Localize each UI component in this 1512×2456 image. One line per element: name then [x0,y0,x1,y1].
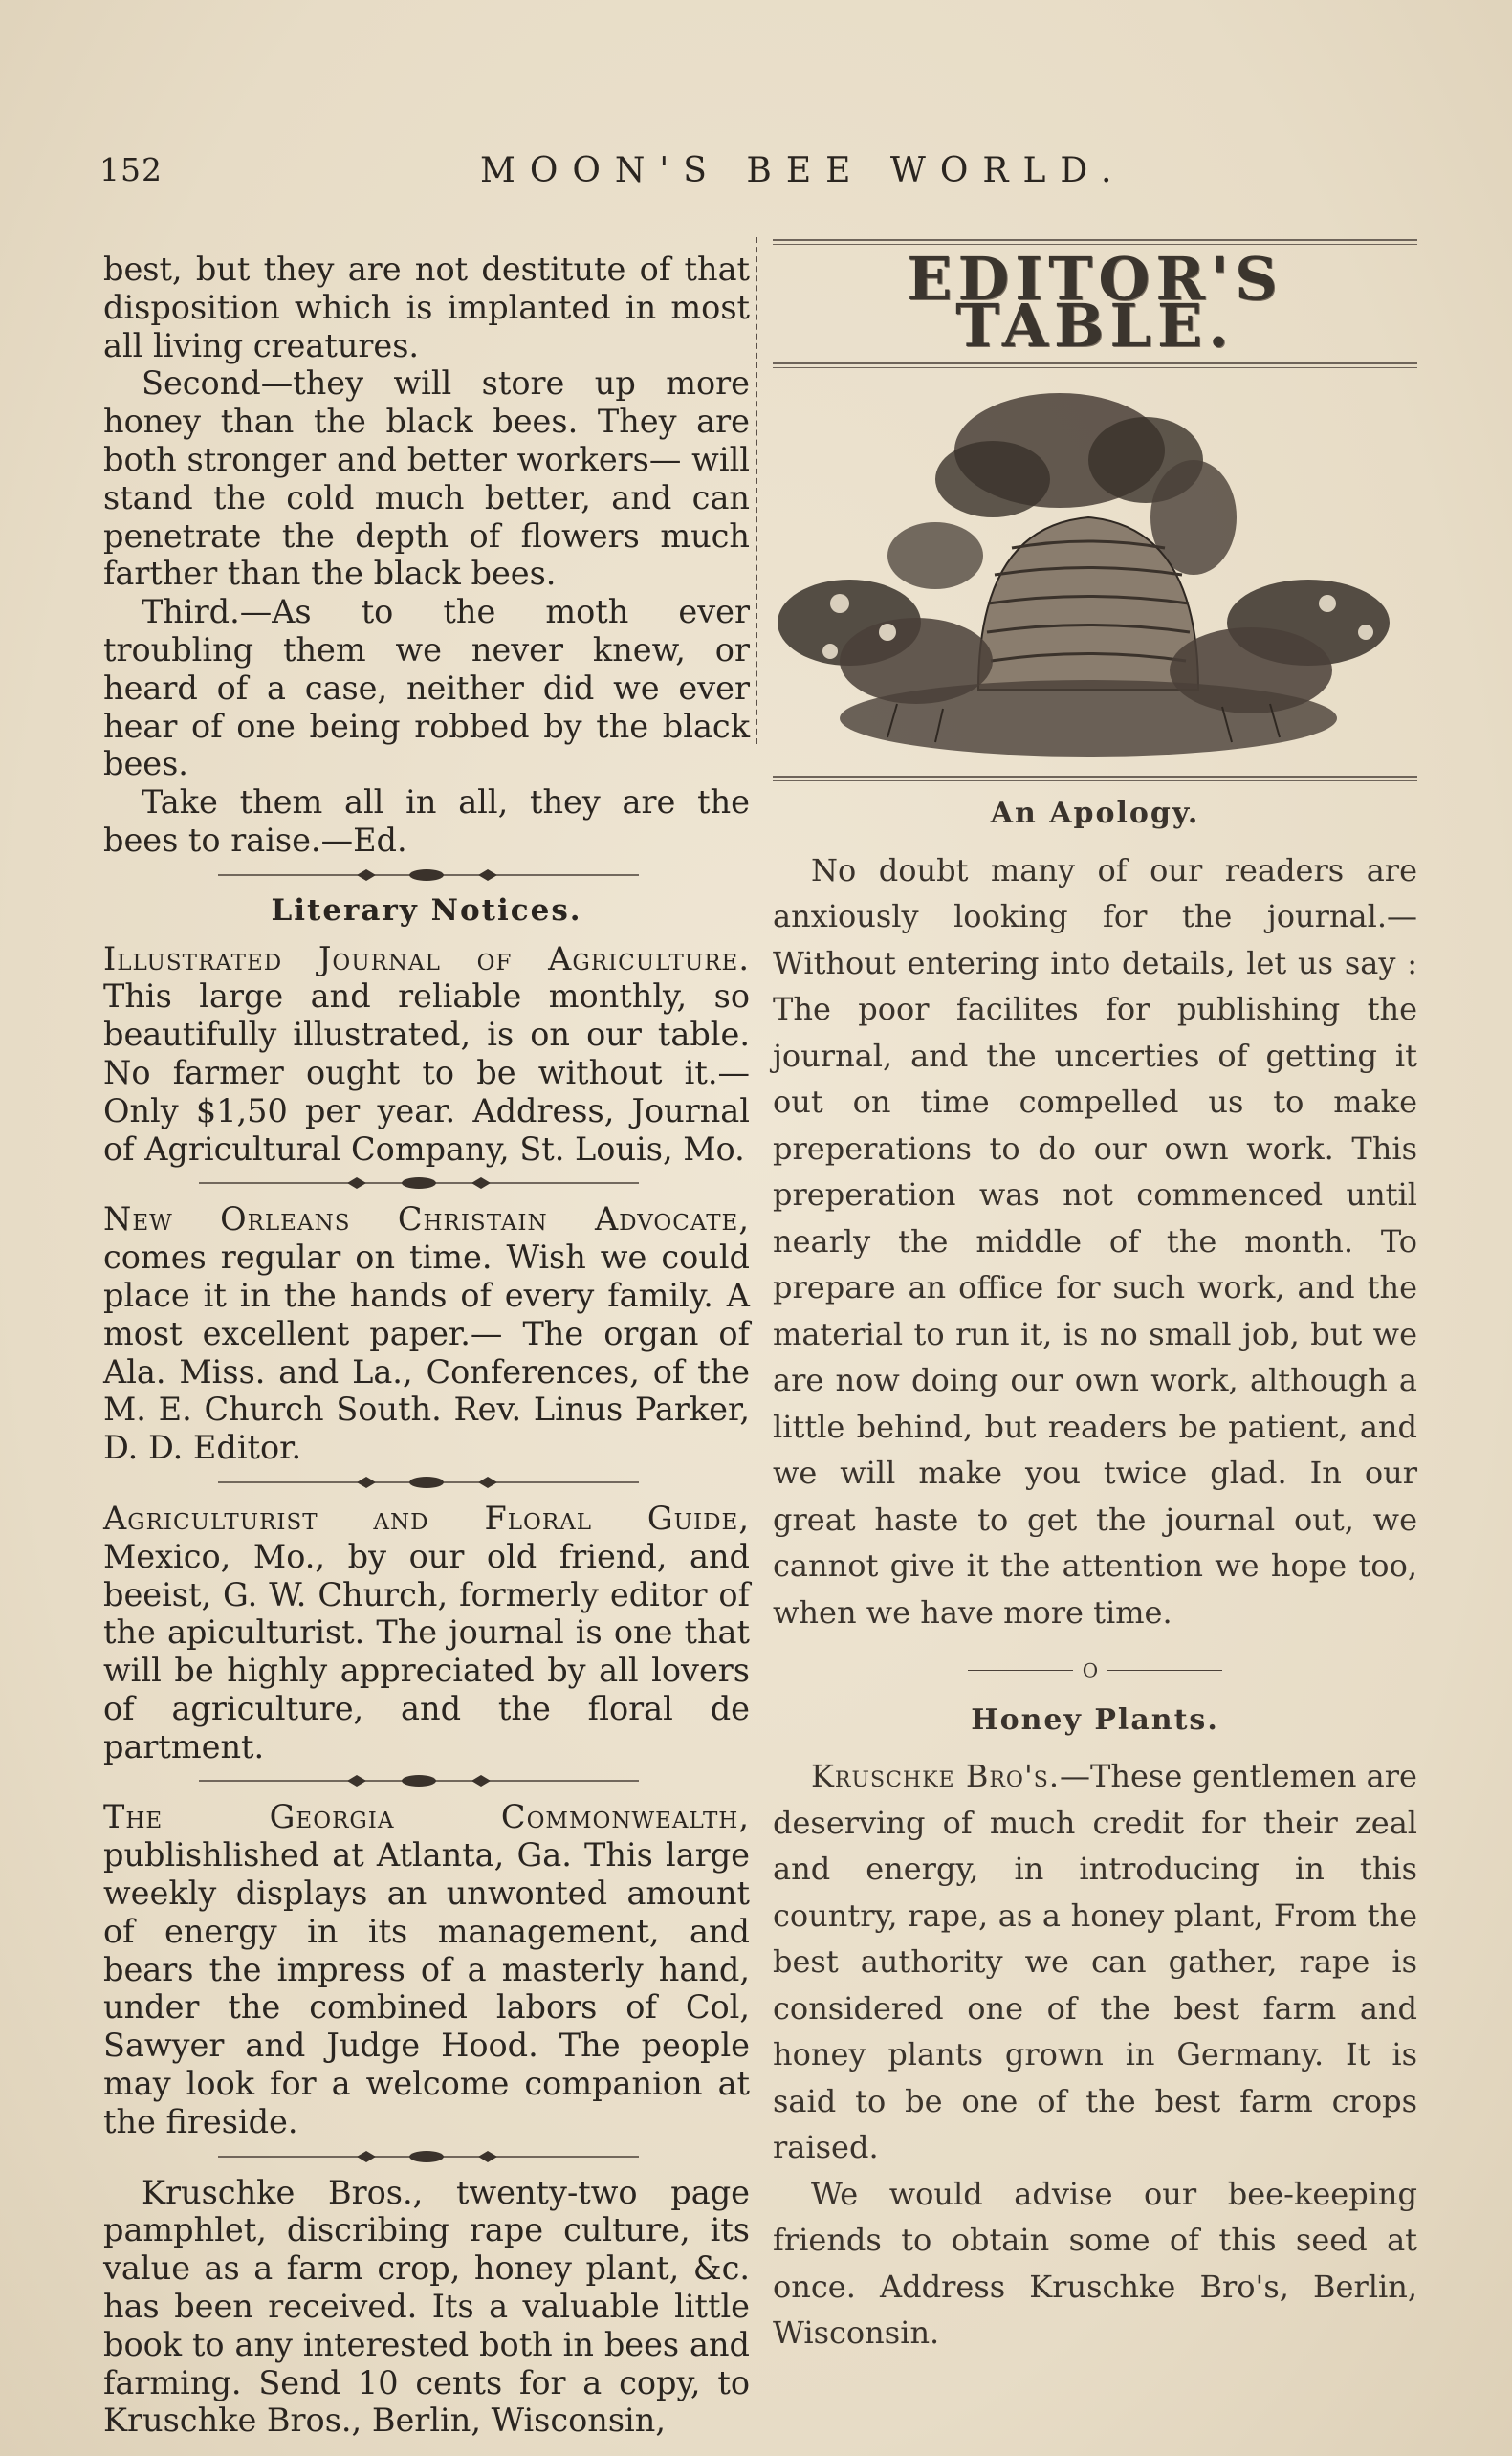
section-title: Honey Plants. [971,1702,1219,1737]
ornamental-rule [103,1172,750,1195]
section-title: Literary Notices. [271,892,582,928]
notice-heading: Agriculturist and Floral Guide, [103,1499,750,1537]
paragraph: Second—they will store up more honey than the black bees. They are both stronger and better workers— will stand the cold much better, and can penetrate the depth of flowers much farther than the black bees. [103,364,750,593]
beehive-illustration [773,374,1417,776]
ornamental-rule [103,2145,750,2168]
ornament-icon [103,1769,750,1792]
ornamental-rule [103,1471,750,1494]
notice-body: Mexico, Mo., by our old friend, and beeist, G. W. Church, formerly editor of the apiculturist. The journal is one that will be highly appreciated by all lovers of agriculture, and the floral de partment. [103,1537,750,1765]
small-divider [773,1645,1417,1694]
notice-body: comes regular on time. Wish we could place it in the hands of every family. A most excellent paper.— The organ of Ala. Miss. and La., Conferences, of the M. E. Church South. Rev. Linus Parker, D. D. Editor. [103,1239,750,1467]
notice-heading: The Georgia Commonwealth, [103,1798,750,1836]
paragraph: Third.—As to the moth ever troubling them we never knew, or heard of a case, neither did we ever hear of one being robbed by the black bees. [103,593,750,783]
ornament-icon [103,1471,750,1494]
left-column [103,251,750,2440]
ornament-icon [103,864,750,887]
paragraph: No doubt many of our readers are anxiously looking for the journal.— Without entering into details, let us say : The poor facilites for publishing the journal, and the uncerties of getting it out on time compelled us to make preperations to do our own work. This preperation was not commenced until nearly the middle of the month. To prepare an office for such work, and the material to run it, is no small job, but we are now doing our own work, although a little behind, but readers be patient, and we will make you twice glad. In our great haste to get the journal out, we cannot give it the attention we hope too, when we have more time. [773,851,1417,1631]
page-header [99,151,1438,208]
notice-heading: Kruschke Bro's. [811,1758,1060,1795]
column-divider [756,237,759,744]
ornament-icon [103,2145,750,2168]
right-column [773,239,1417,2357]
notice-heading: Illustrated Journal of Agriculture. [103,939,750,977]
heading-rule [773,362,1417,368]
notice-heading: New Orleans Christain Advocate, [103,1200,750,1239]
paragraph: We would advise our bee-keeping friends to obtain some of this seed at once. Address Kruschke Bro's, Berlin, Wisconsin. [773,2175,1417,2352]
illustration-rule [773,776,1417,781]
ornament-icon [103,1172,750,1195]
page-number: 152 [99,151,163,188]
divider-mark: O [1082,1658,1099,1682]
editors-table-heading: EDITOR'S TABLE. [907,244,1283,361]
paragraph: Take them all in all, they are the bees to raise.—Ed. [103,783,750,859]
ornamental-rule [103,864,750,887]
paragraph: best, but they are not destitute of that disposition which is implanted in most all living creatures. [103,251,750,364]
notice-body: Kruschke Bros., twenty-two page pamphlet, discribing rape culture, its value as a farm crop, honey plant, &c. has been received. Its a valuable little book to any interested both in bees and farming. Send 10 cents for a copy, to Kruschke Bros., Berlin, Wisconsin, [103,2173,750,2440]
ornamental-rule [103,1769,750,1792]
paragraph: —These gentlemen are deserving of much credit for their zeal and energy, in introducing in this country, rape, as a honey plant, From the best authority we can gather, rape is considered one of the best farm and honey plants grown in Germany. It is said to be one of the best farm crops raised. [773,1758,1417,2166]
notice-body: This large and reliable monthly, so beautifully illustrated, is on our table. No farmer ought to be without it.— Only $1,50 per year. Address, Journal of Agricultural Company, St. Louis, Mo. [103,977,750,1168]
beehive-icon [773,374,1417,776]
running-title: MOON'S BEE WORLD. [480,151,1127,190]
notice-body: publishlished at Atlanta, Ga. This large weekly displays an unwonted amount of energy in its management, and bears the impress of a masterly hand, under the combined labors of Col, Sawyer and Judge Hood. The people may look for a welcome companion at the fireside. [103,1836,750,2140]
section-title: An Apology. [990,797,1200,830]
